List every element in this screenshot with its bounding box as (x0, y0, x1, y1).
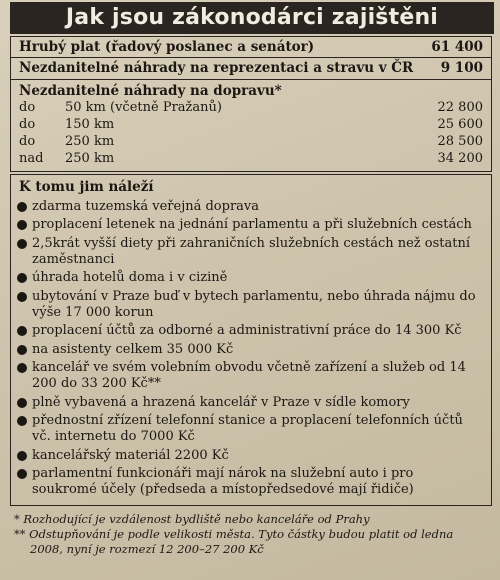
bullet-icon (17, 273, 27, 283)
transport-distance: 250 km (65, 151, 115, 166)
transport-value: 22 800 (437, 100, 483, 115)
bullet-icon (17, 416, 27, 426)
benefit-item (17, 413, 481, 445)
benefit-text: ubytování v Praze buď v bytech parlamentu, nebo úhrada nájmu do výše 17 000 korun (32, 288, 476, 320)
allowance-label: Nezdanitelné náhrady na reprezentaci a stravu v ČR (19, 60, 414, 76)
benefits-list (17, 199, 481, 501)
salary-value: 61 400 (431, 39, 483, 55)
benefit-text: kancelář ve svém volebním obvodu včetně zařízení a služeb od 14 200 do 33 200 Kč** (32, 360, 466, 392)
table-title: Jak jsou zákonodárci zajištěni (10, 2, 494, 34)
benefit-item (17, 323, 481, 339)
footnote-2: ** Odstupňování je podle velikosti města. Tyto částky budou platit od ledna 2008, nyní je rozmezí 12 200–27 200 Kč (14, 527, 454, 556)
allowance-value: 9 100 (440, 60, 483, 76)
bullet-icon (17, 363, 27, 373)
transport-value: 34 200 (437, 151, 483, 166)
bullet-icon (17, 469, 27, 479)
transport-row (19, 134, 483, 150)
benefit-item (17, 448, 481, 464)
footnotes (14, 512, 484, 557)
benefit-text: úhrada hotelů doma i v cizině (32, 270, 228, 286)
transport-prefix: do (19, 117, 36, 132)
benefit-text: plně vybavená a hrazená kancelář v Praze v sídle komory (32, 394, 410, 410)
benefits-box (10, 174, 492, 506)
transport-row (19, 117, 483, 133)
bullet-icon (17, 345, 27, 355)
benefit-item (17, 342, 481, 358)
allowance-box (10, 58, 492, 80)
benefit-text: zdarma tuzemská veřejná doprava (32, 199, 260, 214)
benefit-item (17, 289, 481, 321)
transport-row (19, 151, 483, 167)
benefit-text: kancelářský materiál 2200 Kč (32, 447, 229, 463)
benefit-item (17, 466, 481, 498)
benefit-item (17, 199, 481, 215)
transport-label: Nezdanitelné náhrady na dopravu* (19, 83, 282, 99)
bullet-icon (17, 239, 27, 249)
transport-prefix: do (19, 134, 36, 149)
benefit-item (17, 395, 481, 411)
benefit-text: proplacení účtů za odborné a administrativní práce do 14 300 Kč (32, 323, 462, 339)
allowance-row (19, 60, 483, 76)
bullet-icon (17, 398, 27, 408)
transport-box (10, 80, 492, 172)
salary-label: Hrubý plat (řadový poslanec a senátor) (19, 39, 315, 55)
benefit-item (17, 217, 481, 233)
salary-row (19, 39, 483, 55)
bullet-icon (17, 451, 27, 461)
transport-value: 25 600 (437, 117, 483, 132)
benefit-item (17, 236, 481, 268)
transport-distance: 250 km (65, 134, 115, 149)
transport-row (19, 100, 483, 116)
bullet-icon (17, 202, 27, 212)
bullet-icon (17, 326, 27, 336)
transport-value: 28 500 (437, 134, 483, 149)
transport-distance: 150 km (65, 117, 115, 132)
transport-prefix: nad (19, 151, 44, 166)
benefit-text: na asistenty celkem 35 000 Kč (32, 341, 234, 357)
footnote-1: * Rozhodující je vzdálenost bydliště nebo kanceláře od Prahy (14, 512, 370, 526)
bullet-icon (17, 292, 27, 302)
benefit-text: parlamentní funkcionáři mají nárok na služební auto i pro soukromé účely (předseda a místopředsedové mají řidiče) (32, 466, 414, 498)
benefit-item (17, 360, 481, 392)
salary-box (10, 36, 492, 58)
benefit-text: přednostní zřízení telefonní stanice a proplacení telefonních účtů vč. internetu do 7000 Kč (32, 413, 463, 445)
benefits-heading: K tomu jim náleží (19, 179, 154, 195)
bullet-icon (17, 220, 27, 230)
transport-prefix: do (19, 100, 36, 115)
benefit-item (17, 270, 481, 286)
benefit-text: 2,5krát vyšší diety při zahraničních služebních cestách než ostatní zaměstnanci (32, 235, 471, 267)
benefit-text: proplacení letenek na jednání parlamentu a při služebních cestách (32, 217, 472, 233)
transport-distance: 50 km (včetně Pražanů) (65, 100, 222, 115)
